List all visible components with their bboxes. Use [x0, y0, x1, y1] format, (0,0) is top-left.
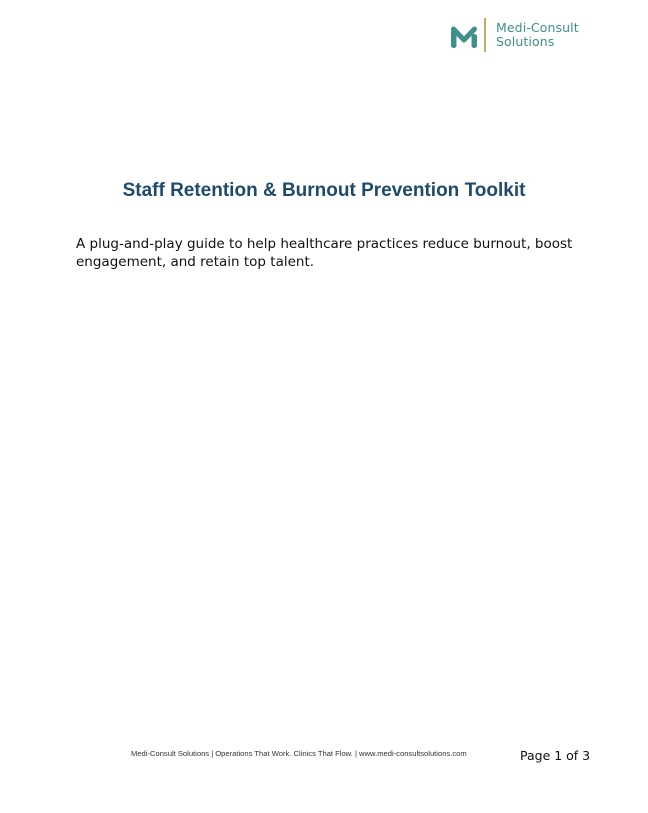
intro-paragraph: A plug-and-play guide to help healthcare practices reduce burnout, boost engagement, and retain top talent.: [76, 236, 573, 270]
logo-wordmark: [496, 21, 579, 49]
company-logo: [449, 17, 579, 53]
logo-divider: [484, 18, 486, 52]
page-number: Page 1 of 3: [520, 748, 591, 763]
logo-line-1: Medi-Consult: [496, 20, 579, 35]
logo-line-2: Solutions: [496, 34, 555, 49]
footer-tagline: Medi-Consult Solutions | Operations That Work. Clinics That Flow. | www.medi-consultsolutions.com: [131, 749, 467, 758]
document-title: Staff Retention & Burnout Prevention Toolkit: [122, 180, 526, 201]
m-monogram-icon: [449, 20, 479, 50]
